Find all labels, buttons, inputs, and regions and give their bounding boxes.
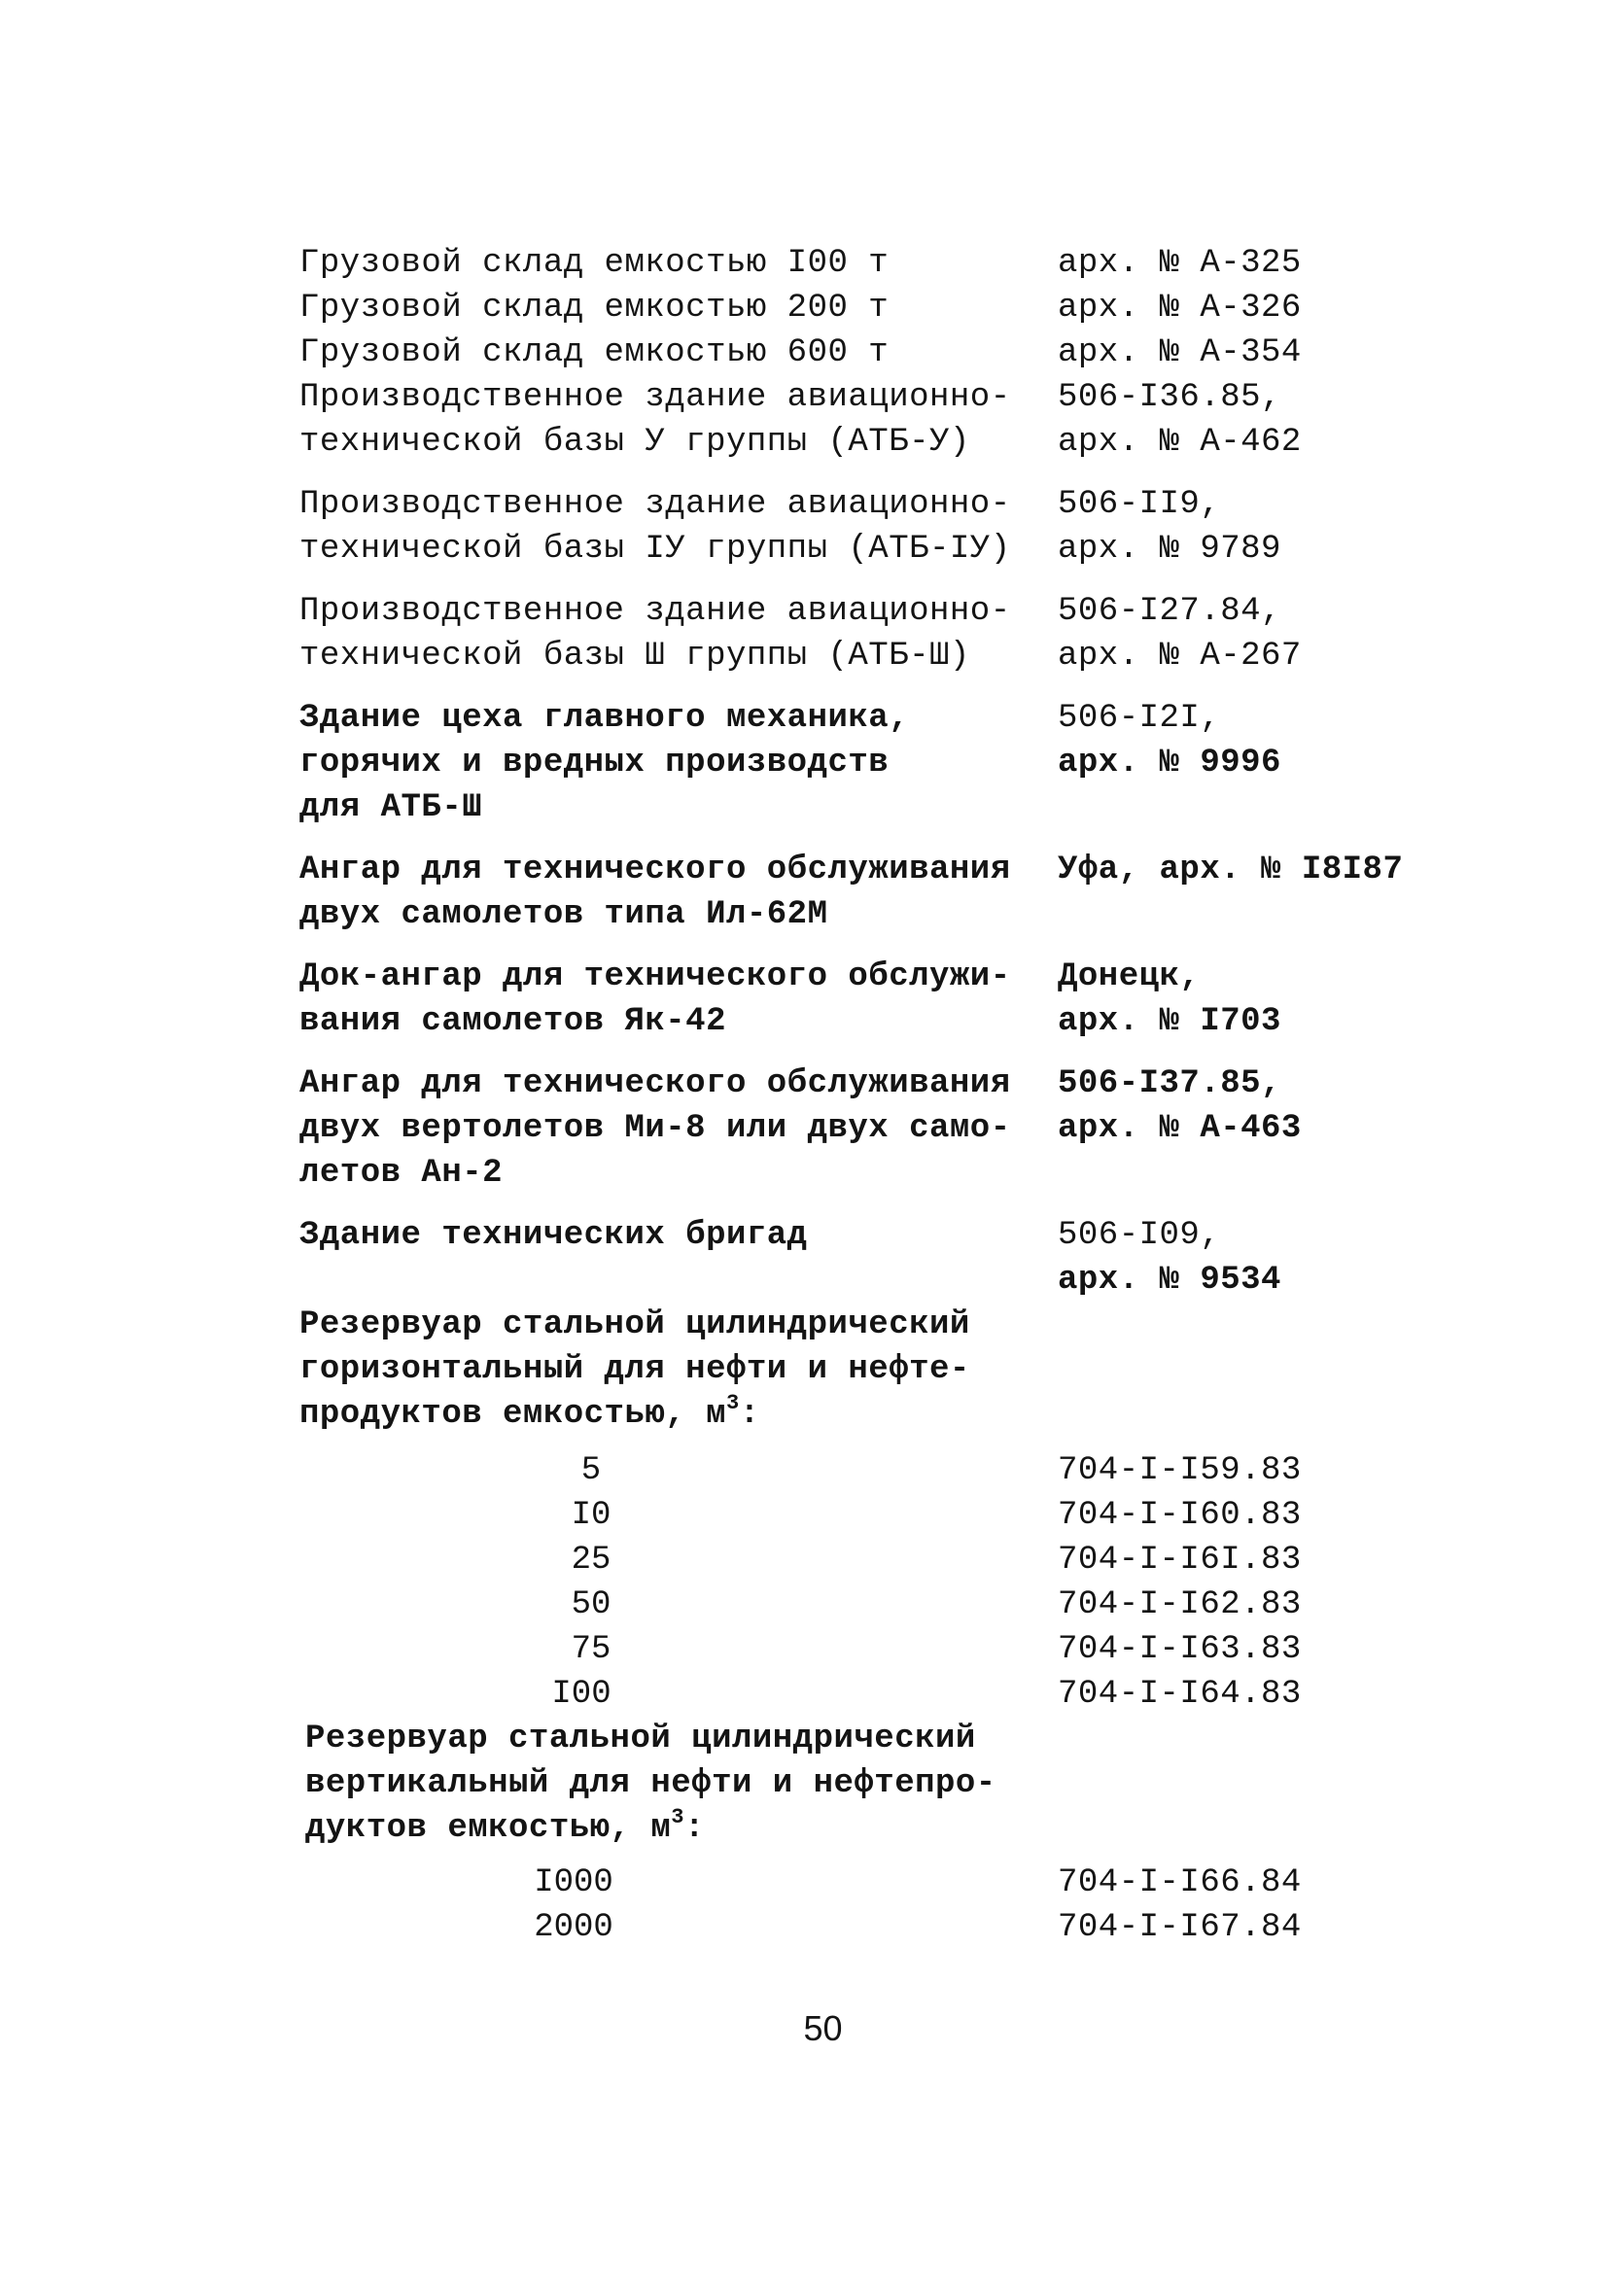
entry-reference: арх. № А-326 [1058, 290, 1302, 327]
tank-code: 704-I-I66.84 [1058, 1864, 1302, 1901]
section-heading: вертикальный для нефти и нефтепро- [305, 1765, 996, 1802]
tank-capacity: I0 [571, 1497, 611, 1534]
entry-title: горячих и вредных производств [299, 745, 890, 782]
entry-title: технической базы Ш группы (АТБ-Ш) [299, 638, 970, 675]
entry-title: для АТБ-Ш [299, 789, 483, 826]
entry-reference: арх. № А-463 [1058, 1110, 1302, 1147]
entry-reference: арх. № А-462 [1058, 424, 1302, 461]
tank-capacity: 25 [571, 1542, 611, 1579]
entry-title: двух вертолетов Ми-8 или двух само- [299, 1110, 1011, 1147]
tank-code: 704-I-I62.83 [1058, 1586, 1302, 1623]
entry-title: Здание технических бригад [299, 1217, 808, 1254]
entry-title: технической базы IУ группы (АТБ-IУ) [299, 531, 1011, 568]
tank-code: 704-I-I67.84 [1058, 1909, 1302, 1946]
entry-title: вания самолетов Як-42 [299, 1003, 726, 1040]
unit-superscript: 3 [671, 1805, 684, 1829]
entry-title: Ангар для технического обслуживания [299, 1065, 1011, 1102]
entry-reference: Донецк, [1058, 958, 1201, 995]
unit-superscript: 3 [725, 1391, 740, 1415]
entry-title: Здание цеха главного механика, [299, 700, 910, 737]
entry-title: Производственное здание авиационно- [299, 486, 1011, 523]
tank-capacity: I00 [551, 1676, 611, 1713]
entry-reference: 506-I37.85, [1058, 1065, 1281, 1102]
tank-code: 704-I-I60.83 [1058, 1497, 1302, 1534]
entry-title: Производственное здание авиационно- [299, 379, 1011, 416]
section-heading: дуктов емкостью, $м^3$: [305, 1805, 705, 1847]
section-heading: горизонтальный для нефти и нефте- [299, 1351, 970, 1388]
entry-reference: 506-I09, [1058, 1217, 1221, 1254]
entry-reference: арх. № 9996 [1058, 745, 1281, 782]
tank-capacity: 5 [580, 1452, 602, 1489]
entry-reference: 506-I36.85, [1058, 379, 1281, 416]
entry-title: Грузовой склад емкостью I00 т [299, 245, 890, 282]
entry-reference: Уфа, арх. № I8I87 [1058, 852, 1404, 888]
section-heading: Резервуар стальной цилиндрический [299, 1306, 970, 1343]
section-heading: Резервуар стальной цилиндрический [305, 1721, 976, 1757]
entry-title: технической базы У группы (АТБ-У) [299, 424, 970, 461]
entry-reference: арх. № 9789 [1058, 531, 1281, 568]
tank-capacity: I000 [534, 1864, 613, 1901]
page-number: 50 [803, 2008, 843, 2048]
entry-reference: 506-I2I, [1058, 700, 1221, 737]
tank-code: 704-I-I63.83 [1058, 1631, 1302, 1668]
entry-title: Грузовой склад емкостью 200 т [299, 290, 890, 327]
entry-reference: арх. № А-267 [1058, 638, 1302, 675]
entry-title: двух самолетов типа Ил-62М [299, 896, 828, 933]
tank-capacity: 75 [571, 1631, 611, 1668]
tank-capacity: 50 [571, 1586, 611, 1623]
entry-reference: 506-I27.84, [1058, 593, 1281, 630]
entry-title: Док-ангар для технического обслужи- [299, 958, 1011, 995]
entry-reference: арх. № I703 [1058, 1003, 1281, 1040]
entry-reference: арх. № А-354 [1058, 334, 1302, 371]
entry-reference: 506-II9, [1058, 486, 1221, 523]
entry-title: Ангар для технического обслуживания [299, 852, 1011, 888]
entry-title: Производственное здание авиационно- [299, 593, 1011, 630]
tank-code: 704-I-I6I.83 [1058, 1542, 1302, 1579]
entry-reference: арх. № 9534 [1058, 1262, 1281, 1299]
section-heading: продуктов емкостью, $м^3$: [299, 1391, 760, 1433]
tank-capacity: 2000 [534, 1909, 613, 1946]
entry-title: летов Ан-2 [299, 1155, 504, 1192]
tank-code: 704-I-I59.83 [1058, 1452, 1302, 1489]
entry-reference: арх. № А-325 [1058, 245, 1302, 282]
tank-code: 704-I-I64.83 [1058, 1676, 1302, 1713]
entry-title: Грузовой склад емкостью 600 т [299, 334, 890, 371]
